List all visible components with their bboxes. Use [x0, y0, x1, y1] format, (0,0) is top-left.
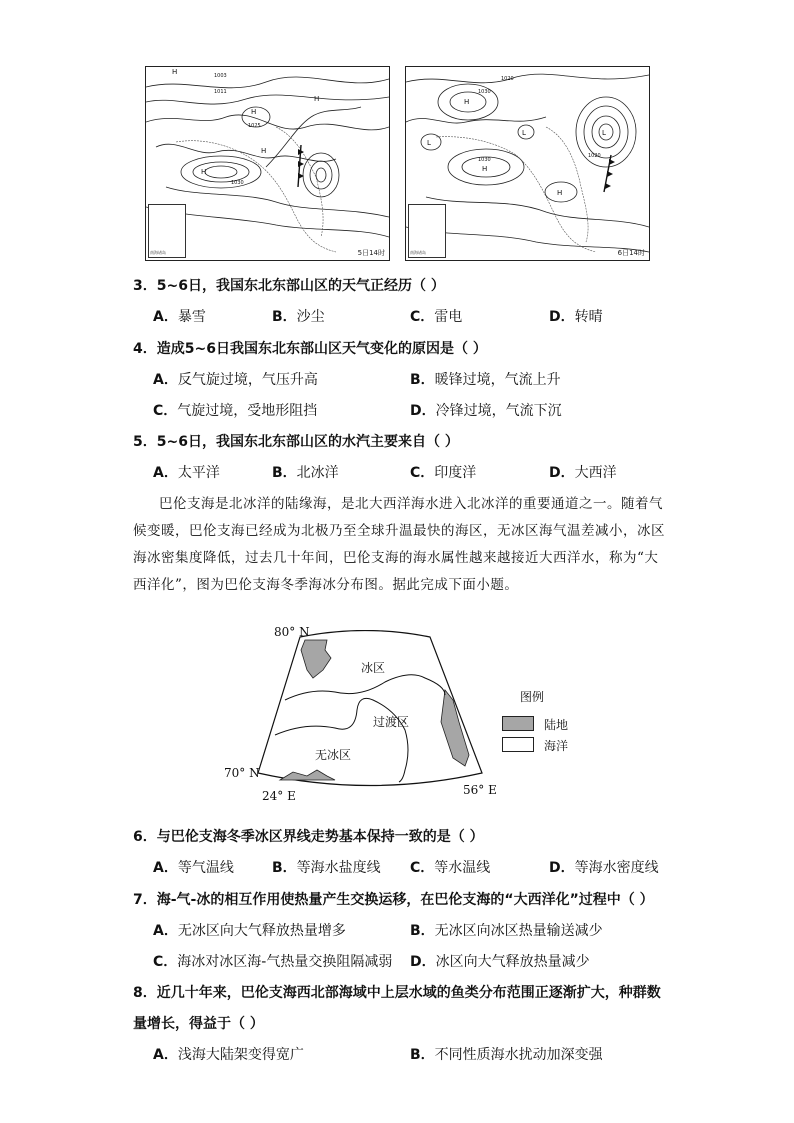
option-text: 不同性质海水扰动加深变强	[434, 1047, 603, 1063]
option-label: D．	[410, 403, 436, 419]
lat-label-bottom: 70° N	[224, 766, 260, 780]
option-text: 等水温线	[434, 860, 491, 876]
option-7b[interactable]	[410, 920, 603, 940]
option-text: 冷锋过境，气流下沉	[435, 403, 562, 419]
option-text: 等海水密度线	[574, 860, 659, 876]
isobar-label: 1030	[478, 157, 491, 163]
option-3c[interactable]	[410, 306, 462, 326]
pressure-mark-h: H	[201, 168, 207, 176]
lon-label-right: 56° E	[463, 783, 497, 797]
option-label: B．	[410, 1047, 435, 1063]
option-text: 无冰区向冰区热量输送减少	[434, 923, 603, 939]
legend-label-sea: 海洋	[544, 739, 569, 753]
question-text: 近几十年来，巴伦支海西北部海域中上层水域的鱼类分布范围正逐渐扩大，种群数	[156, 985, 661, 1001]
option-4c[interactable]	[153, 400, 317, 420]
isobar-label: 1020	[501, 76, 514, 82]
option-5a[interactable]	[153, 462, 220, 482]
question-text: 5~6日，我国东北东部山区的水汽主要来自（ ）	[156, 434, 459, 450]
option-8b[interactable]	[410, 1044, 603, 1064]
option-text: 雷电	[434, 309, 463, 325]
inset-label: 南海诸岛	[410, 250, 426, 255]
option-label: D．	[549, 309, 575, 325]
pressure-mark-h: H	[314, 95, 320, 103]
option-text: 海冰对冰区海-气热量交换阻隔减弱	[177, 954, 393, 970]
question-8-continued	[133, 1013, 264, 1033]
option-text: 等海水盐度线	[296, 860, 381, 876]
option-6c[interactable]	[410, 857, 490, 877]
option-text: 气旋过境，受地形阻挡	[177, 403, 318, 419]
question-number: 3．	[133, 278, 157, 294]
option-4d[interactable]	[410, 400, 562, 420]
legend-swatch-sea	[502, 737, 534, 752]
pressure-mark-h: H	[172, 68, 178, 76]
option-label: D．	[549, 465, 575, 481]
option-text: 等气温线	[177, 860, 234, 876]
option-text: 暴雪	[177, 309, 206, 325]
map-timestamp: 5日14时	[357, 249, 385, 257]
passage-line: 西洋化”，图为巴伦支海冬季海冰分布图。据此完成下面小题。	[133, 577, 519, 593]
legend-title: 图例	[520, 690, 545, 704]
option-label: A．	[153, 1047, 178, 1063]
barents-sea-ice-map	[255, 630, 485, 790]
option-label: B．	[410, 372, 435, 388]
option-3d[interactable]	[549, 306, 603, 326]
isobar-label: 1003	[214, 73, 227, 79]
option-label: A．	[153, 860, 178, 876]
option-3b[interactable]	[272, 306, 325, 326]
question-number: 4．	[133, 341, 157, 357]
option-text: 浅海大陆架变得宽广	[177, 1047, 304, 1063]
option-label: A．	[153, 923, 178, 939]
question-6	[133, 826, 484, 846]
option-8a[interactable]	[153, 1044, 304, 1064]
option-label: A．	[153, 372, 178, 388]
lon-label-left: 24° E	[262, 789, 296, 803]
question-text: 与巴伦支海冬季冰区界线走势基本保持一致的是（ ）	[156, 829, 484, 845]
option-text: 冰区向大气释放热量减少	[435, 954, 590, 970]
option-text: 无冰区向大气释放热量增多	[177, 923, 346, 939]
pressure-mark-l: L	[427, 139, 431, 147]
weather-map-6th	[405, 66, 650, 261]
question-8	[133, 982, 661, 1002]
question-text: 5~6日，我国东北东部山区的天气正经历（ ）	[156, 278, 445, 294]
option-5d[interactable]	[549, 462, 617, 482]
legend-swatch-land	[502, 716, 534, 731]
legend-label-land: 陆地	[544, 718, 569, 732]
question-number: 7．	[133, 892, 157, 908]
question-text: 量增长，得益于（ ）	[133, 1016, 264, 1032]
passage-line: 候变暖，巴伦支海已经成为北极乃至全球升温最快的海区，无冰区海气温差减小，冰区	[133, 523, 665, 539]
option-6b[interactable]	[272, 857, 381, 877]
option-7a[interactable]	[153, 920, 346, 940]
option-label: C．	[410, 465, 435, 481]
option-7d[interactable]	[410, 951, 590, 971]
reading-passage	[133, 491, 663, 599]
zone-label-transition: 过渡区	[373, 715, 410, 729]
pressure-mark-l: L	[522, 129, 526, 137]
question-number: 5．	[133, 434, 157, 450]
lat-label-top: 80° N	[274, 625, 310, 639]
option-label: A．	[153, 309, 178, 325]
option-label: B．	[272, 465, 297, 481]
question-number: 8．	[133, 985, 157, 1001]
option-label: B．	[272, 309, 297, 325]
question-5	[133, 431, 459, 451]
question-4	[133, 338, 487, 358]
zone-label-ice: 冰区	[361, 661, 386, 675]
south-china-sea-inset	[148, 204, 186, 258]
option-4b[interactable]	[410, 369, 561, 389]
option-text: 暖锋过境，气流上升	[434, 372, 561, 388]
option-6a[interactable]	[153, 857, 234, 877]
option-text: 太平洋	[177, 465, 220, 481]
pressure-mark-h: H	[261, 147, 267, 155]
option-3a[interactable]	[153, 306, 206, 326]
question-text: 海-气-冰的相互作用使热量产生交换运移，在巴伦支海的“大西洋化”过程中（ ）	[156, 892, 654, 908]
option-4a[interactable]	[153, 369, 318, 389]
option-label: D．	[410, 954, 436, 970]
question-text: 造成5~6日我国东北东部山区天气变化的原因是（ ）	[156, 341, 487, 357]
option-5c[interactable]	[410, 462, 476, 482]
option-label: D．	[549, 860, 575, 876]
option-label: C．	[153, 403, 178, 419]
option-7c[interactable]	[153, 951, 392, 971]
isobar-label: 1030	[231, 180, 244, 186]
option-label: B．	[272, 860, 297, 876]
pressure-mark-l: L	[602, 129, 606, 137]
isobar-label: 1011	[214, 89, 227, 95]
isobar-label: 1030	[478, 89, 491, 95]
question-3	[133, 275, 445, 295]
passage-line: 巴伦支海是北冰洋的陆缘海，是北大西洋海水进入北冰洋的重要通道之一。随着气	[159, 496, 663, 512]
map-timestamp: 6日14时	[617, 249, 645, 257]
question-number: 6．	[133, 829, 157, 845]
option-label: A．	[153, 465, 178, 481]
option-6d[interactable]	[549, 857, 659, 877]
pressure-mark-h: H	[557, 189, 563, 197]
pressure-mark-h: H	[251, 108, 257, 116]
passage-line: 海冰密集度降低，过去几十年间，巴伦支海的海水属性越来越接近大西洋水，称为“大	[133, 550, 659, 566]
pressure-mark-h: H	[482, 165, 488, 173]
isobar-label: 1020	[588, 153, 601, 159]
option-text: 印度洋	[434, 465, 477, 481]
option-label: C．	[410, 860, 435, 876]
option-text: 北冰洋	[296, 465, 339, 481]
option-label: C．	[410, 309, 435, 325]
pressure-mark-h: H	[464, 98, 470, 106]
option-label: C．	[153, 954, 178, 970]
inset-label: 南海诸岛	[150, 250, 166, 255]
zone-label-ice-free: 无冰区	[315, 748, 352, 762]
option-label: B．	[410, 923, 435, 939]
isobar-label: 1025	[248, 123, 261, 129]
question-7	[133, 889, 654, 909]
option-text: 反气旋过境，气压升高	[177, 372, 318, 388]
south-china-sea-inset	[408, 204, 446, 258]
weather-map-5th	[145, 66, 390, 261]
option-text: 沙尘	[296, 309, 325, 325]
option-text: 转晴	[574, 309, 603, 325]
option-5b[interactable]	[272, 462, 339, 482]
option-text: 大西洋	[574, 465, 617, 481]
